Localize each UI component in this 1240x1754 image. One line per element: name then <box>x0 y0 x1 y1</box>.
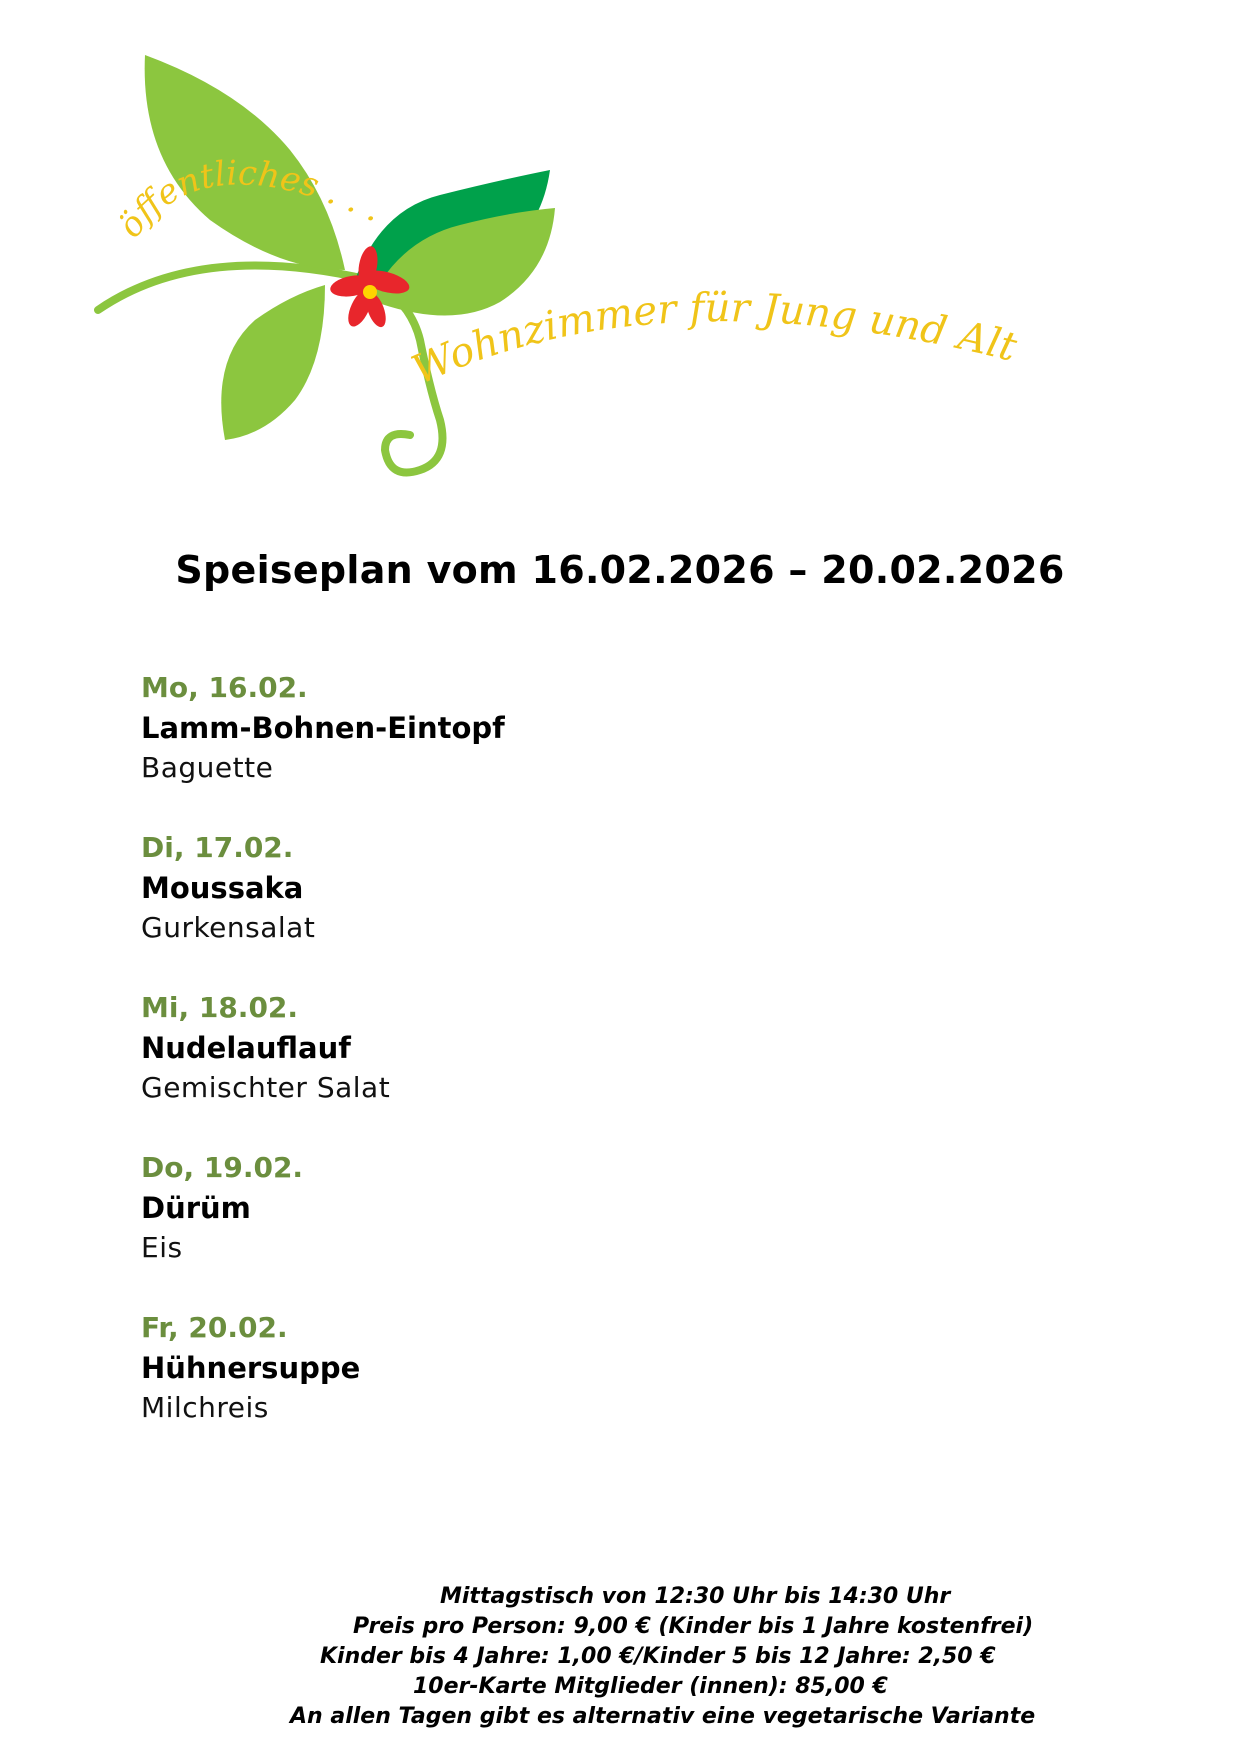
footer-info <box>0 1582 1240 1732</box>
side-dish: Gurkensalat <box>141 911 316 944</box>
leaf-bottom-left <box>221 285 325 440</box>
side-dish: Milchreis <box>141 1391 269 1424</box>
footer-hours: Mittagstisch von 12:30 Uhr bis 14:30 Uhr <box>440 1584 951 1609</box>
day-label: Mo, 16.02. <box>141 671 308 704</box>
day-label: Do, 19.02. <box>141 1151 304 1184</box>
page-title: Speiseplan vom 16.02.2026 – 20.02.2026 <box>175 548 1065 592</box>
menu-day <box>141 988 1041 1108</box>
menu-list <box>141 668 1041 1468</box>
main-dish: Dürüm <box>141 1191 251 1225</box>
footer-vegetarian-note: An allen Tagen gibt es alternativ eine vegetarische Variante <box>290 1704 1036 1729</box>
footer-punch-card: 10er-Karte Mitglieder (innen): 85,00 € <box>413 1674 888 1699</box>
side-dish: Baguette <box>141 751 274 784</box>
logo-text-bottom: Wohnzimmer für Jung und Alt <box>405 285 1022 394</box>
side-dish: Eis <box>141 1231 183 1264</box>
day-label: Mi, 18.02. <box>141 991 299 1024</box>
logo-text-top: öffentliches . . . <box>110 153 388 246</box>
main-dish: Nudelauflauf <box>141 1031 351 1065</box>
main-dish: Hühnersuppe <box>141 1351 361 1385</box>
day-label: Di, 17.02. <box>141 831 294 864</box>
menu-day <box>141 1308 1041 1428</box>
day-label: Fr, 20.02. <box>141 1311 288 1344</box>
menu-day <box>141 1148 1041 1268</box>
logo-graphic <box>80 40 1100 510</box>
main-dish: Lamm-Bohnen-Eintopf <box>141 711 505 745</box>
footer-child-price: Kinder bis 4 Jahre: 1,00 €/Kinder 5 bis 12 Jahre: 2,50 € <box>320 1644 996 1669</box>
side-dish: Gemischter Salat <box>141 1071 391 1104</box>
main-dish: Moussaka <box>141 871 304 905</box>
menu-day <box>141 668 1041 788</box>
menu-day <box>141 828 1041 948</box>
logo <box>80 40 1100 510</box>
footer-price: Preis pro Person: 9,00 € (Kinder bis 1 Jahre kostenfrei) <box>353 1614 1034 1639</box>
